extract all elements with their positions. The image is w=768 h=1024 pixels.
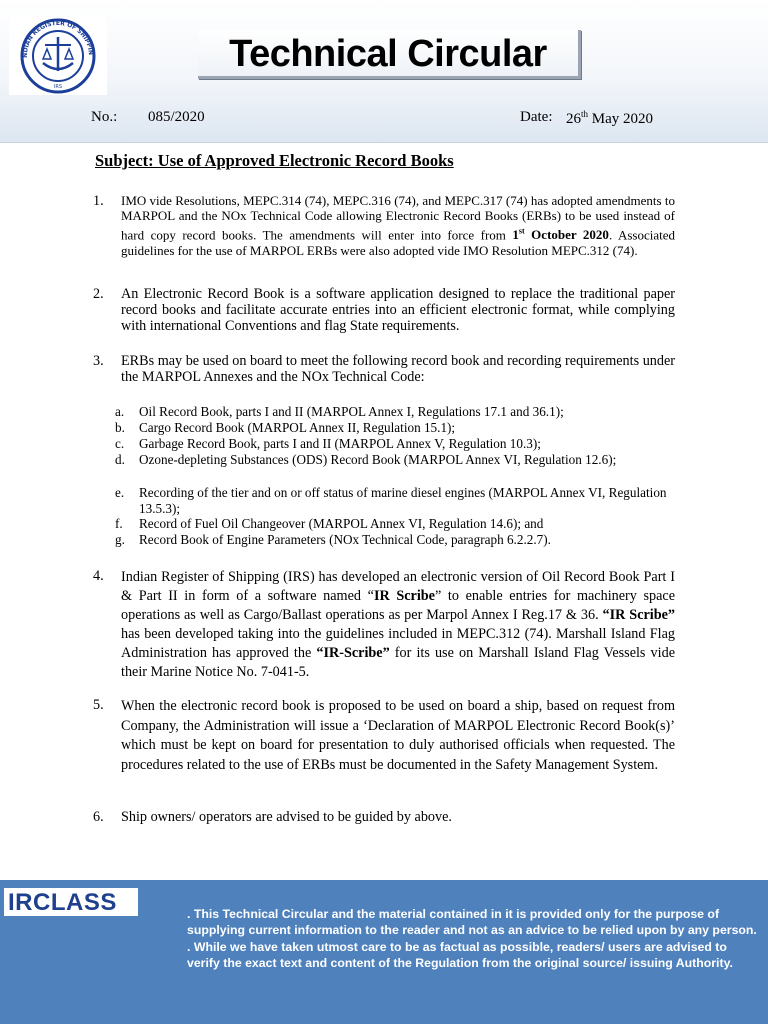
circular-number-value: 085/2020 bbox=[148, 109, 205, 125]
svg-text:IRS: IRS bbox=[53, 84, 63, 90]
paragraph-5: When the electronic record book is proposed to be used on board a ship, based on request from Company, the Administration will issue a ‘Declaration of MARPOL Electronic Record Book(s)’ which must be kept on board for presentation to duly authorised officials when requested. The procedures related to the use of ERBs must be documented in the Safety Management System. bbox=[121, 698, 675, 773]
irs-logo bbox=[9, 17, 107, 95]
paragraph-6-number: 6. bbox=[93, 809, 104, 825]
date-label: Date: bbox=[520, 109, 553, 125]
subject-heading: Subject: Use of Approved Electronic Record Books bbox=[95, 151, 454, 170]
paragraph-1-number: 1. bbox=[93, 193, 104, 209]
paragraph-2: An Electronic Record Book is a software application designed to replace the traditional paper record books and facilitate accurate entries into an efficient electronic format, while complying with international Conventions and flag State requirements. bbox=[121, 286, 675, 335]
paragraph-6: Ship owners/ operators are advised to be guided by above. bbox=[121, 809, 452, 825]
disclaimer-line-1: . This Technical Circular and the material contained in it is provided only for the purpose of supplying current information to the reader and not as an advice to be relied upon by any person. bbox=[187, 907, 757, 938]
irs-seal-icon bbox=[9, 17, 107, 95]
irclass-brand-text: IRCLASS bbox=[8, 889, 117, 916]
paragraph-4-number: 4. bbox=[93, 568, 104, 584]
footer-disclaimer bbox=[187, 906, 757, 971]
paragraph-5-number: 5. bbox=[93, 697, 104, 713]
paragraph-3: ERBs may be used on board to meet the following record book and recording requirements under the MARPOL Annexes and the NOx Technical Code: bbox=[121, 353, 675, 386]
paragraph-1: IMO vide Resolutions, MEPC.314 (74), MEPC.316 (74), and MEPC.317 (74) has adopted amendments to MARPOL and the NOx Technical Code allowing Electronic Record Books (ERBs) to be used instead of hard copy record books. The amendments will enter into force from 1st October 2020. Associated guidelines for the use of MARPOL ERBs were also adopted vide IMO Resolution MEPC.312 (74). bbox=[121, 193, 676, 258]
svg-text:INDIAN REGISTER OF SHIPPING: NDIAN REGISTER OF SHIPPIN bbox=[21, 19, 95, 58]
date-value: 26th May 2020 bbox=[566, 109, 654, 127]
title-box bbox=[198, 30, 581, 79]
paragraph-3-number: 3. bbox=[93, 353, 104, 369]
paragraph-4: Indian Register of Shipping (IRS) has developed an electronic version of Oil Record Book Part I & Part II in form of a software named “IR Scribe” to enable entries for machinery space operations as well as Cargo/Ballast operations as per Marpol Annex I Reg.17 & 36. “IR Scribe” has been developed taking into the guidelines included in MEPC.312 (74). Marshall Island Flag Administration has approved the “IR-Scribe” for its use on Marshall Island Flag Vessels vide their Marine Notice No. 7-041-5. bbox=[121, 569, 676, 680]
footer-band bbox=[0, 880, 768, 1024]
page-title: Technical Circular bbox=[229, 33, 547, 75]
circular-number-label: No.: bbox=[91, 109, 118, 125]
header-band bbox=[0, 0, 768, 143]
irclass-logo bbox=[4, 888, 138, 916]
paragraph-2-number: 2. bbox=[93, 286, 104, 302]
disclaimer-line-2: . While we have taken utmost care to be as factual as possible, readers/ users are advised to verify the exact text and content of the Regulation from the original source/ issuing Authority. bbox=[187, 939, 733, 970]
